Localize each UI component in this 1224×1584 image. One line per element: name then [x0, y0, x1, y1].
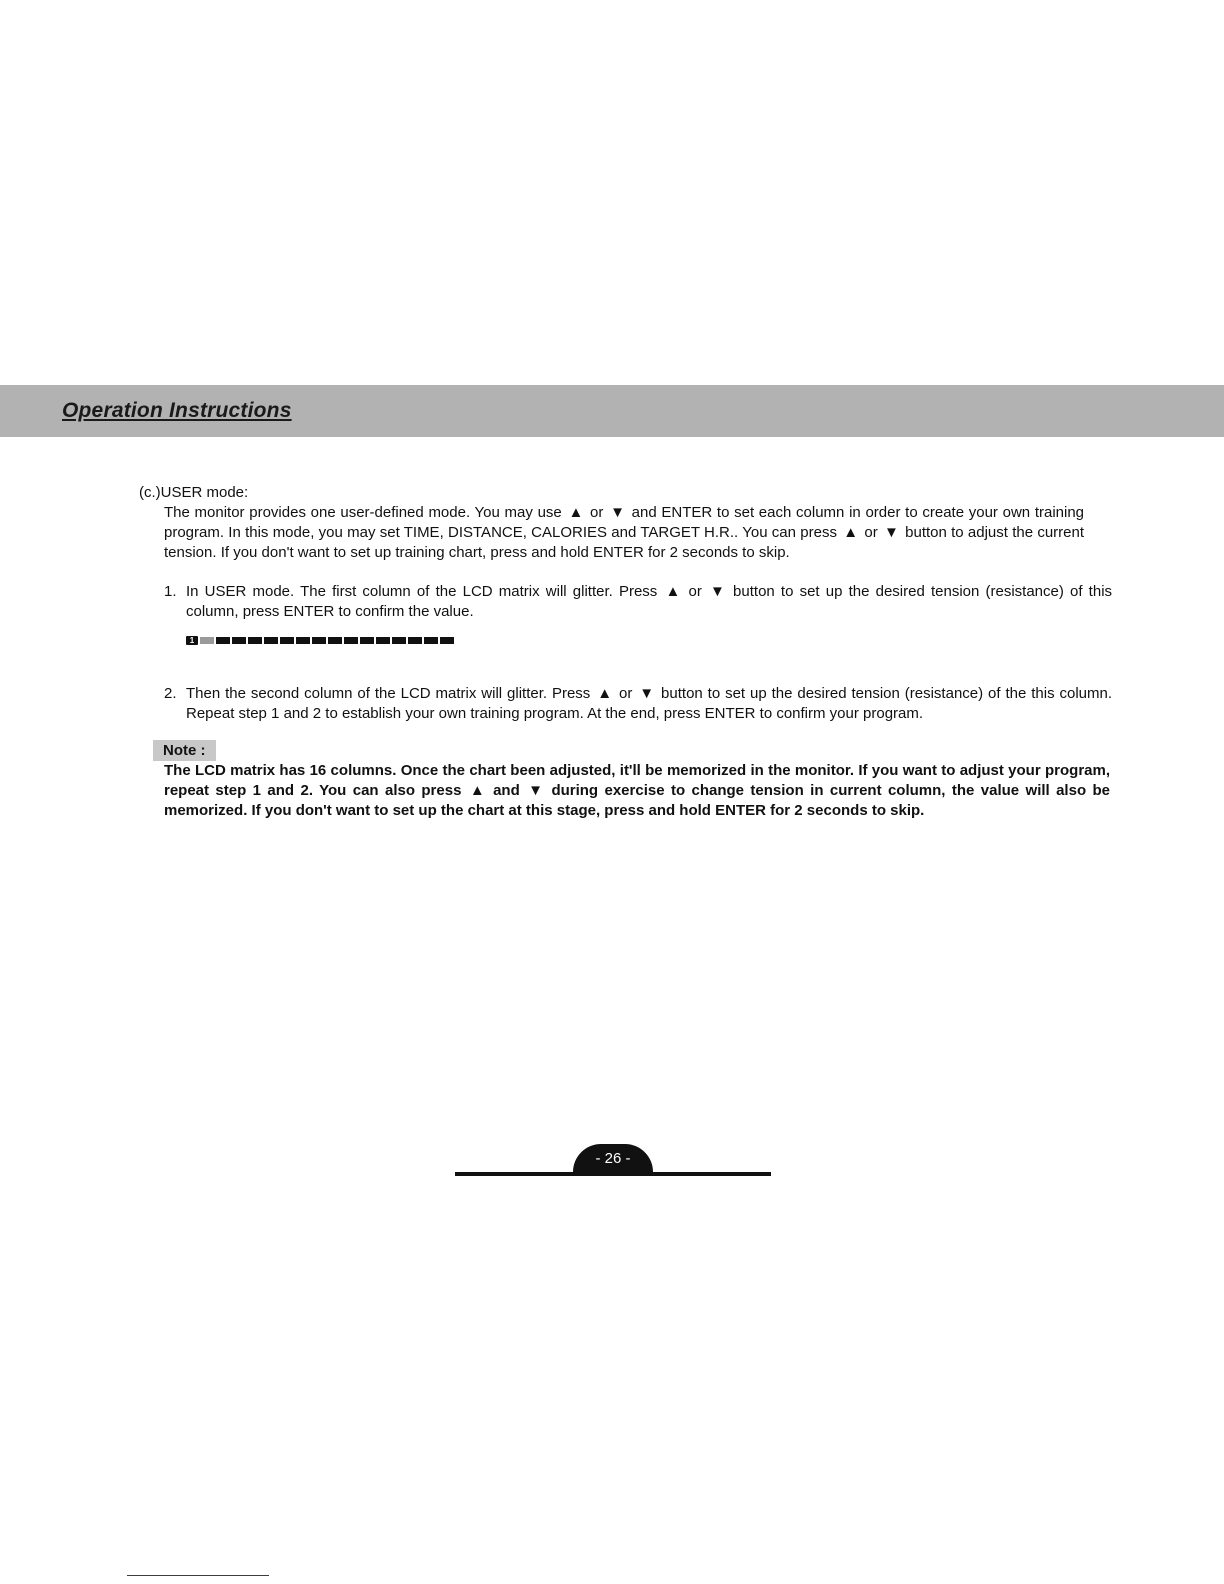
- step-number: 1.: [164, 583, 177, 600]
- step-text: or: [688, 583, 702, 600]
- intro-text: The monitor provides one user-defined mode. You may use: [164, 504, 562, 521]
- note-text-segment: and: [493, 782, 520, 799]
- lcd-column: [328, 637, 342, 644]
- note-text: [164, 761, 1110, 821]
- step-text: Then the second column of the LCD matrix will glitter. Press: [186, 685, 591, 702]
- lcd-column: [312, 637, 326, 644]
- footer-rule: [455, 1172, 771, 1176]
- section-heading: (c.)USER mode:: [139, 484, 249, 501]
- lcd-column: [248, 637, 262, 644]
- note-label: Note :: [153, 740, 216, 761]
- step-text: or: [619, 685, 633, 702]
- lcd-column: [264, 637, 278, 644]
- step-1: [164, 582, 1112, 646]
- down-arrow-icon: ▼: [610, 504, 625, 521]
- lcd-column: [408, 637, 422, 644]
- up-arrow-icon: ▲: [597, 685, 613, 702]
- up-arrow-icon: ▲: [665, 583, 681, 600]
- step-2: [164, 684, 1112, 724]
- note-text-segment: The LCD matrix has 16 columns. Once the chart been adjusted, it'll be memorized in the monitor. If you want to adjust your program, repeat step 1 and 2. You can also press: [164, 762, 1110, 799]
- page-number: - 26 -: [595, 1150, 631, 1167]
- intro-text: or: [864, 524, 878, 541]
- intro-text: or: [590, 504, 604, 521]
- lcd-column: [216, 637, 230, 644]
- down-arrow-icon: ▼: [710, 583, 725, 600]
- bottom-link-underline: [127, 1575, 269, 1576]
- lcd-column: [440, 637, 454, 644]
- lcd-column: [232, 637, 246, 644]
- down-arrow-icon: ▼: [884, 524, 899, 541]
- intro-text: button to adjust the current tension. If you don't want to set up training chart, press and hold ENTER for 2 seconds to skip.: [164, 524, 1085, 561]
- page-number-tab: [573, 1144, 653, 1172]
- lcd-column: [280, 637, 294, 644]
- lcd-column-label: 1: [186, 636, 198, 645]
- step-text: button to set up the desired tension (resistance) of this column, press ENTER to confirm the value.: [186, 583, 1113, 620]
- lcd-column: [424, 637, 438, 644]
- step-text: In USER mode. The first column of the LCD matrix will glitter. Press: [186, 583, 658, 600]
- up-arrow-icon: ▲: [843, 524, 859, 541]
- main-content: [139, 483, 1129, 821]
- lcd-column: [344, 637, 358, 644]
- page-title: Operation Instructions: [62, 399, 292, 422]
- intro-text: and ENTER to set each column in order to create your own training program. In this mode, you may set TIME, DISTANCE, CALORIES and TARGET H.R.. You can press: [164, 504, 1085, 541]
- down-arrow-icon: ▼: [528, 782, 544, 799]
- intro-paragraph: [164, 503, 1084, 563]
- page-footer: [455, 1144, 771, 1180]
- down-arrow-icon: ▼: [639, 685, 655, 702]
- up-arrow-icon: ▲: [568, 504, 584, 521]
- note-text-segment: during exercise to change tension in current column, the value will also be memorized. If you don't want to set up the chart at this stage, press and hold ENTER for 2 seconds to skip.: [164, 782, 1111, 819]
- lcd-column: [376, 637, 390, 644]
- lcd-column: [360, 637, 374, 644]
- lcd-column: [200, 637, 214, 644]
- lcd-column: [296, 637, 310, 644]
- step-number: 2.: [164, 685, 177, 702]
- lcd-column: [392, 637, 406, 644]
- up-arrow-icon: ▲: [469, 782, 485, 799]
- lcd-matrix: [186, 634, 1112, 646]
- step-text: button to set up the desired tension (resistance) of the this column. Repeat step 1 and 2 to establish your own training program. At the end, press ENTER to confirm your program.: [186, 685, 1113, 722]
- header-band: [0, 385, 1224, 437]
